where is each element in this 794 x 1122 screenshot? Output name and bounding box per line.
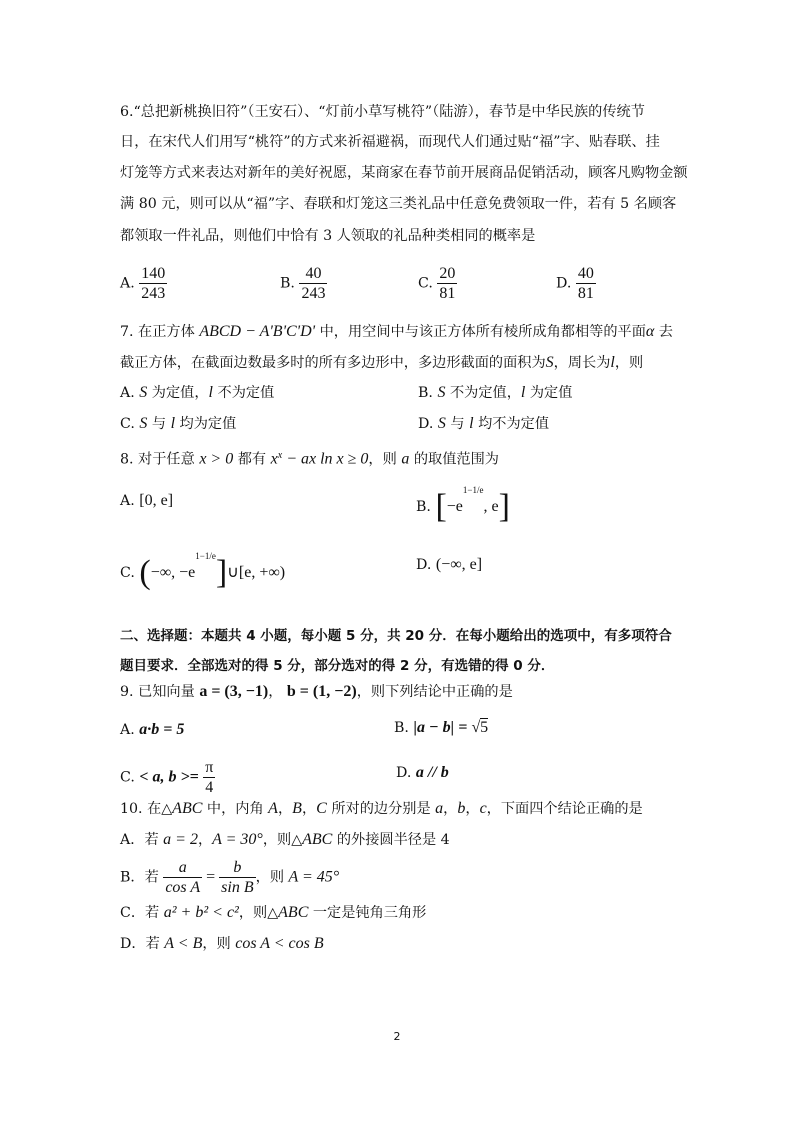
denominator: 81 bbox=[577, 285, 594, 302]
option-label: D． bbox=[120, 936, 146, 952]
denominator: sin B bbox=[221, 879, 254, 896]
q6-option-b-fraction bbox=[299, 264, 327, 303]
text: ，则△ bbox=[238, 905, 279, 921]
q9-option-b bbox=[394, 718, 488, 738]
text: 中，内角 bbox=[202, 801, 269, 817]
math-dot-product: a·b = 5 bbox=[139, 721, 185, 738]
math-norm: |a − b| = √ bbox=[413, 719, 481, 736]
numerator: 20 bbox=[439, 265, 456, 282]
denominator: 243 bbox=[301, 285, 326, 302]
text: 所对的边分别是 bbox=[326, 801, 436, 817]
option-label: C. bbox=[120, 416, 135, 432]
math-interval: (−∞, e] bbox=[435, 556, 483, 573]
math-expr: cos A < cos B bbox=[235, 935, 324, 952]
math-l: l bbox=[170, 415, 176, 432]
text: 为定值， bbox=[147, 385, 209, 401]
option-label: A. bbox=[120, 493, 135, 509]
text: ， bbox=[301, 801, 317, 817]
text: ，则 bbox=[368, 451, 402, 468]
option-label: D. bbox=[418, 416, 434, 432]
math-term: , e bbox=[483, 498, 499, 515]
text: 若 bbox=[144, 869, 164, 886]
option-label: B. bbox=[418, 385, 433, 401]
text: 截正方体，在截面边数最多时的所有多边形中，多边形截面的面积为 bbox=[120, 355, 546, 371]
q10-option-b-fraction-2 bbox=[219, 858, 255, 897]
text: ， bbox=[197, 832, 213, 848]
q6-option-a-fraction bbox=[139, 264, 167, 303]
option-label: C. bbox=[418, 275, 433, 292]
math-S: S bbox=[437, 415, 446, 432]
text: 的外接圆半径是 4 bbox=[332, 832, 450, 848]
text: ，则 bbox=[255, 869, 289, 886]
q6-option-a bbox=[120, 264, 167, 303]
math-expr: A = 30° bbox=[212, 831, 263, 848]
option-label: B. bbox=[416, 499, 431, 515]
q6-option-b bbox=[280, 264, 327, 303]
math-term: −∞, −e bbox=[150, 564, 196, 581]
text: 与 bbox=[445, 416, 470, 432]
q6-line-4: 满 80 元，则可以从“福”字、春联和灯笼这三类礼品中任意免费领取一件，若有 5 名顾客 bbox=[120, 196, 677, 212]
q6-line-5: 都领取一件礼品，则他们中恰有 3 人领取的礼品种类相同的概率是 bbox=[120, 228, 536, 244]
math-a: a bbox=[435, 800, 444, 817]
math-expr: A < B bbox=[164, 935, 203, 952]
math-parallel: a // b bbox=[415, 764, 449, 781]
math-alpha: α bbox=[645, 323, 655, 340]
math-vector-a: a = (3, −1) bbox=[199, 683, 269, 700]
math-S: S bbox=[139, 384, 148, 401]
q7-option-b bbox=[418, 383, 572, 403]
option-label: A. bbox=[120, 722, 135, 738]
text: 8. 对于任意 bbox=[120, 451, 200, 468]
text: 均不为定值 bbox=[473, 416, 550, 432]
math-B: B bbox=[292, 800, 302, 817]
text: 均为定值 bbox=[175, 416, 237, 432]
math-term: ∪[e, +∞) bbox=[227, 564, 286, 581]
math-expr: A = 45° bbox=[288, 868, 340, 886]
math-exponent: x bbox=[277, 450, 283, 461]
numerator: 40 bbox=[299, 264, 327, 284]
math-condition: x > 0 bbox=[199, 450, 234, 468]
text: 一定是钝角三角形 bbox=[308, 905, 427, 921]
numerator: π bbox=[205, 759, 214, 776]
text: 都有 bbox=[233, 451, 271, 468]
text: ， bbox=[465, 801, 480, 817]
text: ，周长为 bbox=[553, 355, 611, 371]
math-cube: ABCD − A'B'C'D' bbox=[199, 323, 316, 340]
q6-option-d-fraction bbox=[576, 264, 596, 303]
left-bracket: [ bbox=[435, 488, 447, 525]
text: 与 bbox=[147, 416, 171, 432]
text: 不为定值， bbox=[445, 385, 521, 401]
math-c: c bbox=[479, 800, 487, 817]
option-label: C． bbox=[120, 905, 146, 921]
q8-option-b bbox=[416, 480, 510, 524]
text: 9. 已知向量 bbox=[120, 684, 200, 700]
numerator: a bbox=[163, 858, 202, 878]
q10-option-b bbox=[120, 858, 339, 897]
text: 若 bbox=[145, 936, 165, 952]
option-label: A. bbox=[120, 385, 135, 401]
option-label: B. bbox=[280, 275, 295, 292]
text: 中，用空间中与该正方体所有棱所成角都相等的平面 bbox=[315, 324, 646, 340]
right-bracket: ] bbox=[498, 488, 510, 525]
math-expr: a² + b² < c² bbox=[163, 904, 239, 921]
option-label: C. bbox=[120, 565, 135, 581]
math-vector-b: b = (1, −2) bbox=[286, 683, 357, 700]
text: ， bbox=[443, 801, 458, 817]
text: ， bbox=[268, 684, 287, 700]
numerator: 40 bbox=[577, 265, 594, 282]
q9-option-d bbox=[396, 763, 449, 783]
math-l: l bbox=[208, 384, 213, 401]
text: ，则△ bbox=[262, 832, 303, 848]
math-S: S bbox=[437, 384, 446, 401]
option-label: D. bbox=[416, 557, 432, 573]
q10-stem bbox=[120, 799, 643, 819]
q8-option-d bbox=[416, 555, 482, 575]
option-label: B. bbox=[394, 720, 409, 736]
text: 为定值 bbox=[525, 385, 573, 401]
math-triangle: ABC bbox=[172, 800, 203, 817]
numerator: b bbox=[219, 858, 255, 878]
math-l: l bbox=[520, 384, 526, 401]
math-S: S bbox=[545, 354, 554, 371]
math-interval: [0, e] bbox=[139, 492, 174, 509]
math-expr: a = 2 bbox=[163, 831, 198, 848]
q10-option-b-fraction-1 bbox=[163, 858, 202, 897]
option-label: B． bbox=[120, 869, 145, 886]
text: 去 bbox=[654, 324, 673, 340]
q9-option-c-fraction bbox=[203, 758, 215, 797]
q7-option-d bbox=[418, 414, 549, 434]
math-l: l bbox=[469, 415, 474, 432]
text: ，则下列结论中正确的是 bbox=[356, 684, 513, 700]
q6-line-1: 6.“总把新桃换旧符”（王安石）、“灯前小草写桃符”（陆游），春节是中华民族的传统节 bbox=[120, 104, 645, 120]
math-equals: = bbox=[202, 868, 220, 886]
q7-line-2 bbox=[120, 353, 643, 373]
q6-option-d bbox=[556, 264, 596, 303]
q9-stem bbox=[120, 682, 513, 702]
text: 7. 在正方体 bbox=[120, 324, 200, 340]
denominator: 81 bbox=[439, 285, 456, 302]
math-radicand: 5 bbox=[480, 719, 489, 736]
option-label: A． bbox=[120, 832, 145, 848]
math-exponent: 1−1/e bbox=[462, 485, 484, 495]
math-triangle: ABC bbox=[278, 904, 309, 921]
section-2-heading-line-2: 题目要求．全部选对的得 5 分，部分选对的得 2 分，有选错的得 0 分． bbox=[120, 658, 555, 674]
right-bracket: ] bbox=[215, 554, 228, 591]
math-l: l bbox=[610, 354, 615, 371]
text: 若 bbox=[145, 905, 164, 921]
text: 的取值范围为 bbox=[409, 451, 499, 468]
text: ，则 bbox=[614, 355, 644, 371]
section-2-heading-line-1: 二、选择题：本题共 4 小题，每小题 5 分，共 20 分．在每小题给出的选项中，有多项符合 bbox=[120, 628, 672, 644]
math-triangle: ABC bbox=[302, 831, 333, 848]
math-angle: < a, b >= bbox=[139, 768, 199, 786]
q9-option-a bbox=[120, 720, 184, 740]
q6-option-c-fraction bbox=[437, 264, 457, 303]
option-label: A. bbox=[120, 275, 135, 292]
q7-option-a bbox=[120, 383, 274, 403]
math-term: −e bbox=[446, 498, 463, 515]
math-inequality: − ax ln x ≥ 0 bbox=[282, 450, 369, 468]
math-A: A bbox=[268, 800, 278, 817]
q10-option-d bbox=[120, 934, 324, 954]
q7-option-c bbox=[120, 414, 236, 434]
q10-option-a bbox=[120, 830, 450, 850]
left-paren: ( bbox=[139, 554, 151, 591]
denominator: cos A bbox=[165, 879, 201, 896]
text: ，下面四个结论正确的是 bbox=[486, 801, 643, 817]
numerator: 140 bbox=[141, 265, 166, 282]
text: 10. 在△ bbox=[120, 801, 173, 817]
q6-line-3: 灯笼等方式来表达对新年的美好祝愿，某商家在春节前开展商品促销活动，顾客凡购物金额 bbox=[120, 165, 688, 181]
q6-line-2: 日，在宋代人们用写“桃符”的方式来祈福避祸，而现代人们通过贴“福”字、贴春联、挂 bbox=[120, 134, 660, 150]
text: ， bbox=[277, 801, 293, 817]
q8-option-a bbox=[120, 491, 173, 511]
q10-option-c bbox=[120, 903, 426, 923]
text: ，则 bbox=[202, 936, 236, 952]
q6-option-c bbox=[418, 264, 457, 303]
math-a: a bbox=[401, 450, 410, 468]
math-base: x bbox=[270, 450, 278, 468]
math-exponent: 1−1/e bbox=[195, 551, 216, 561]
q7-line-1 bbox=[120, 322, 673, 342]
option-label: D. bbox=[396, 765, 412, 781]
denominator: 4 bbox=[205, 779, 214, 796]
text: 若 bbox=[144, 832, 164, 848]
math-S: S bbox=[139, 415, 148, 432]
denominator: 243 bbox=[141, 285, 166, 302]
page-number: 2 bbox=[393, 1030, 401, 1043]
option-label: C. bbox=[120, 769, 135, 786]
text: 不为定值 bbox=[213, 385, 275, 401]
q8-option-c bbox=[120, 546, 285, 590]
math-C: C bbox=[316, 800, 327, 817]
option-label: D. bbox=[556, 275, 572, 292]
q8-stem bbox=[120, 446, 499, 470]
q9-option-c bbox=[120, 758, 215, 797]
math-b: b bbox=[457, 800, 466, 817]
